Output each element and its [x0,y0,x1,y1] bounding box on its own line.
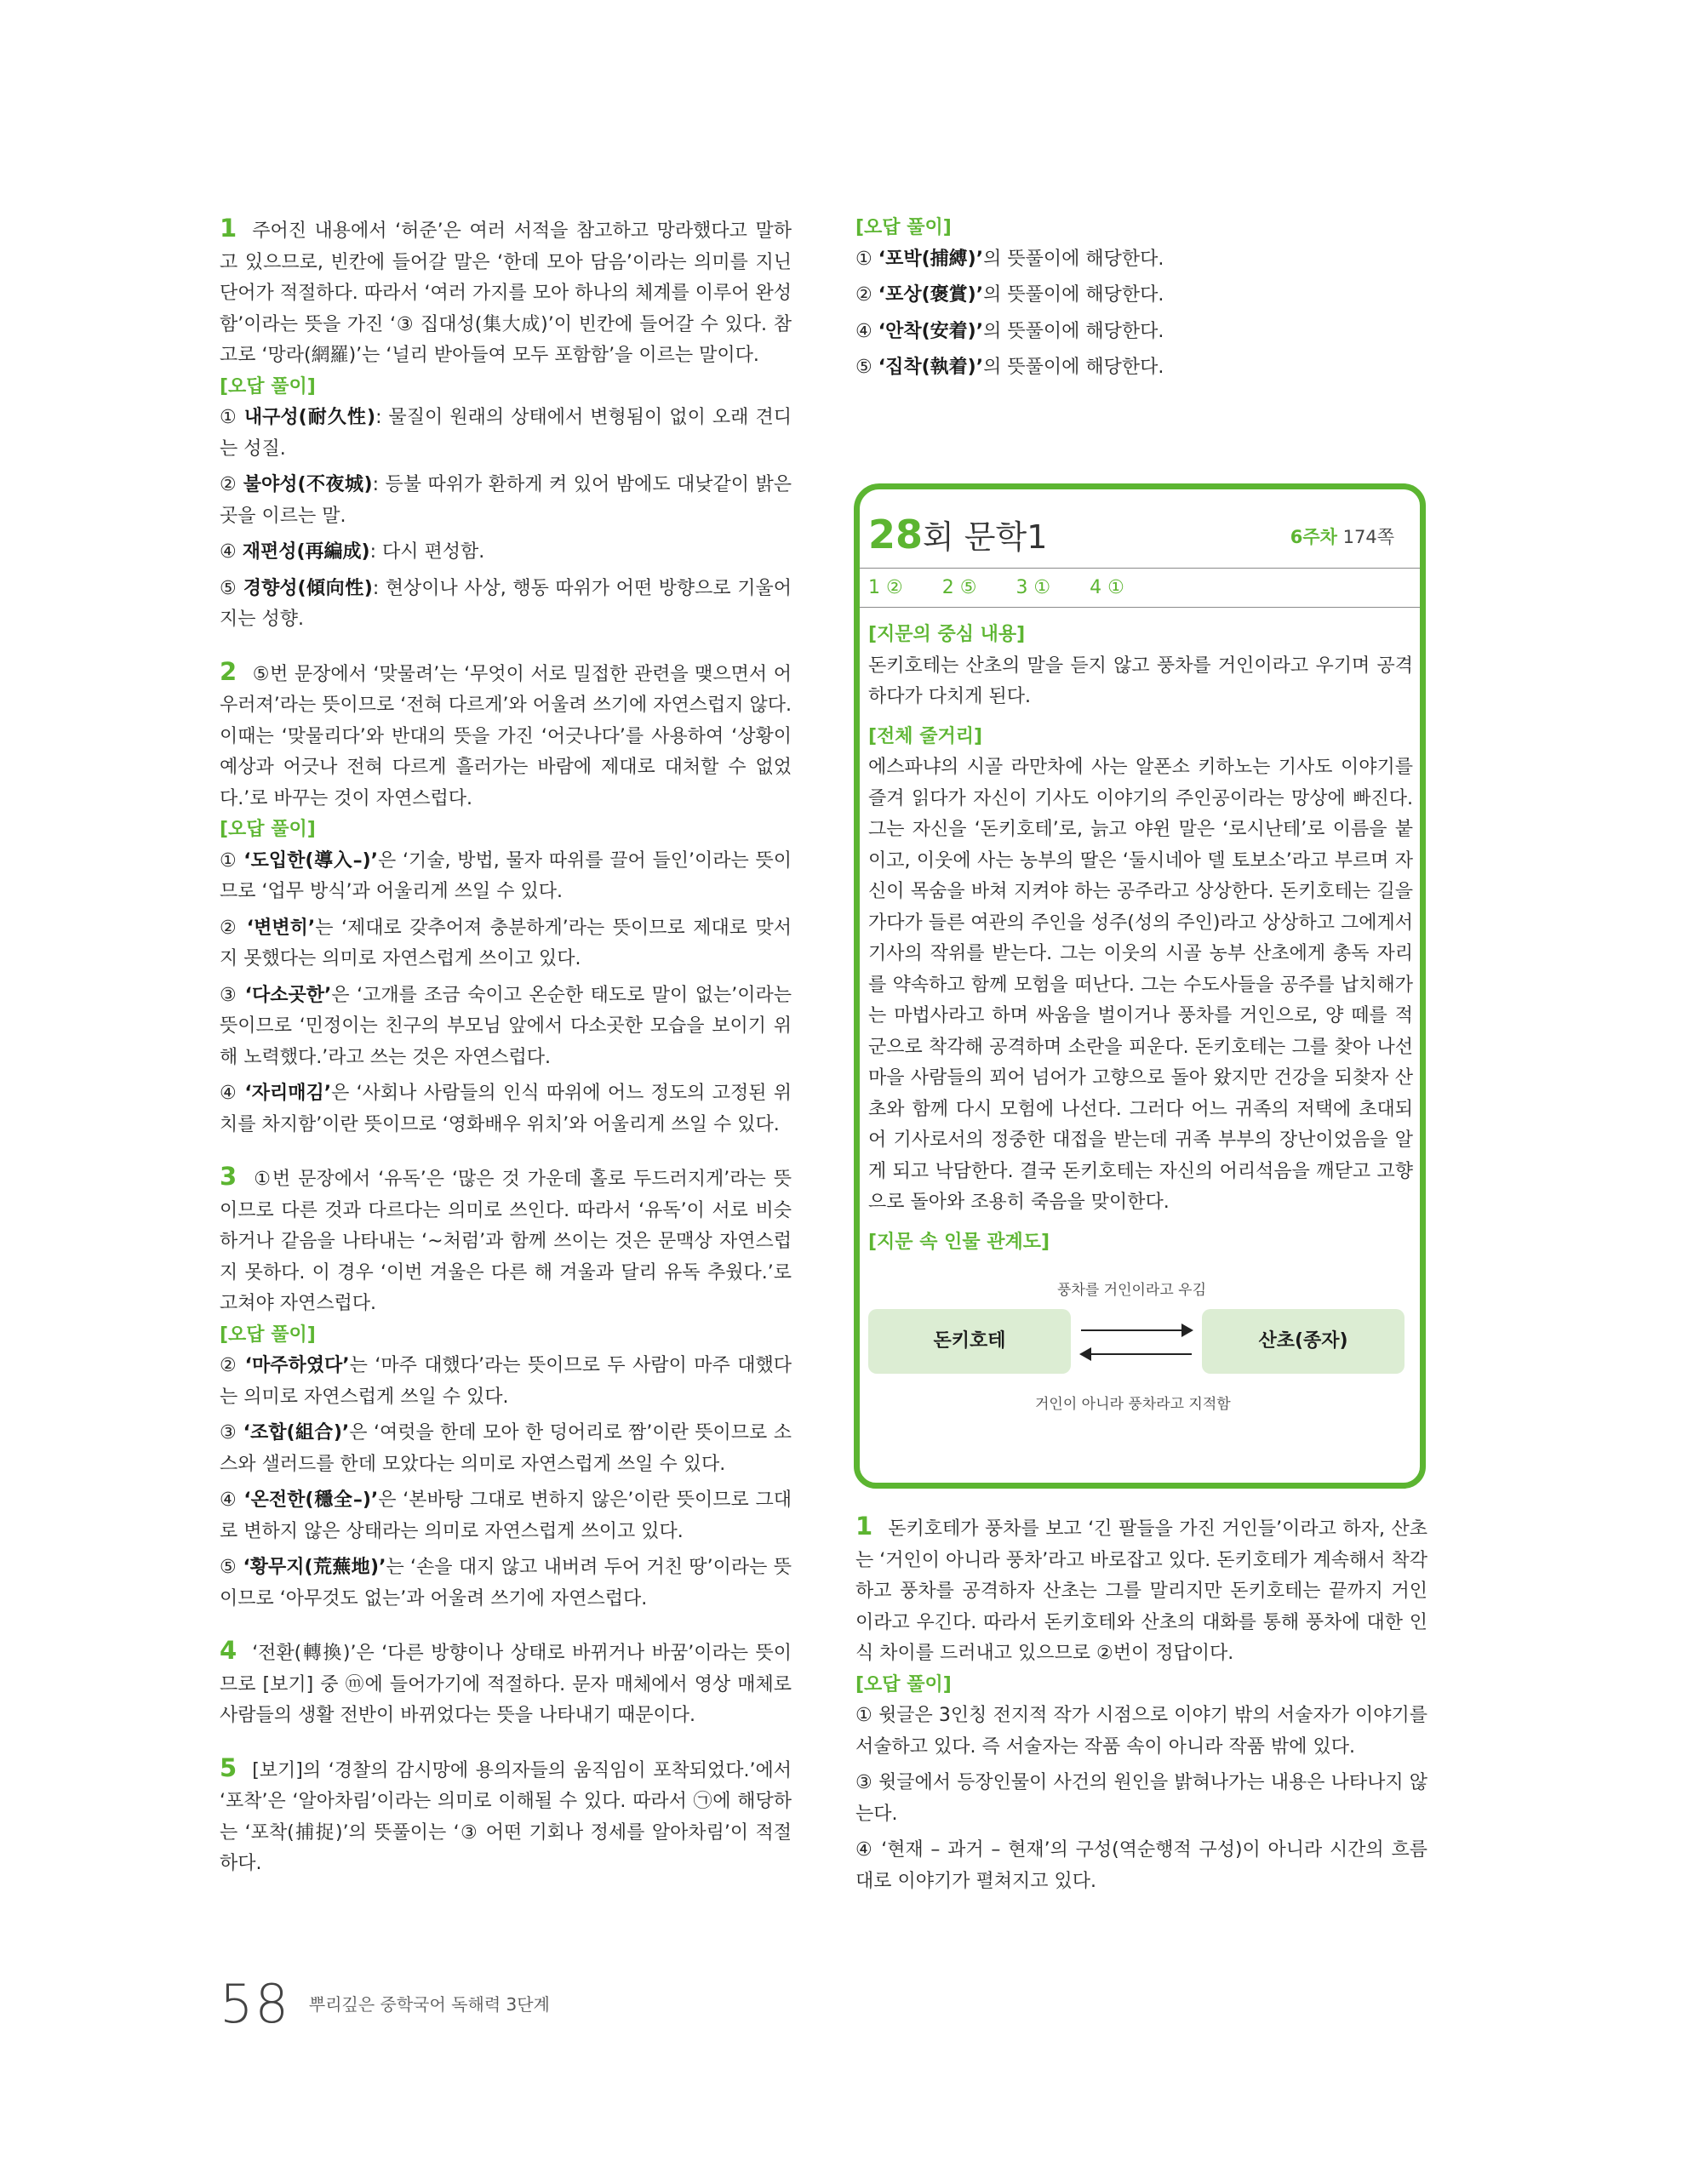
book-title: 뿌리깊은 중학국어 독해력 3단계 [308,1994,550,2015]
question-text: ⑤번 문장에서 ‘맞물려’는 ‘무엇이 서로 밀접한 관련을 맺으면서 어우러져’라는 뜻이므로 ‘전혀 다르게’와 어울려 쓰기에 자연스럽지 않다. 이때는 ‘맞물리다’와 반대의 뜻을 가진 ‘어긋나다’를 사용하여 ‘상황이 예상과 어긋나 전혀 다르게 흘러가는 바람에 제대로 대처할 수 없었다.’로 바꾸는 것이 자연스럽다. [220,663,792,809]
wrong-answer-item: ④ 재편성(再編成): 다시 편성함. [220,541,485,563]
question-text: ①번 문장에서 ‘유독’은 ‘많은 것 가운데 홀로 두드러지게’라는 뜻이므로 다른 것과 다르다는 의미로 쓰인다. 따라서 ‘유독’이 서로 비슷하거나 같음을 나타내는 ‘~처럼’과 함께 쓰이는 것은 문맥상 자연스럽지 못하다. 이 경우 ‘이번 겨울은 다른 해 겨울과 달리 유독 추웠다.’로 고쳐야 자연스럽다. [220,1169,792,1314]
right-column-bottom [855,1511,1427,1902]
question-text: 돈키호테가 풍차를 보고 ‘긴 팔들을 가진 거인들’이라고 하자, 산초는 ‘거인이 아니라 풍차’라고 바로잡고 있다. 돈키호테가 계속해서 착각하고 풍차를 공격하자 산초는 그를 말리지만 돈키호테는 끝까지 거인이라고 우긴다. 따라서 돈키호테와 산초의 대화를 통해 풍차에 대한 인식 차이를 드러내고 있으므로 ②번이 정답이다. [855,1518,1427,1664]
answer-item: 4 ① [1090,577,1124,598]
wrong-answer-list [220,403,792,636]
wrong-answer-item: ② 불야성(不夜城): 등불 따위가 환하게 켜 있어 밤에도 대낮같이 밝은 곳을 이르는 말. [220,474,792,527]
wrong-answer-list [220,1351,792,1615]
wrong-answer-item: ② ‘마주하였다’는 ‘마주 대했다’라는 뜻이므로 두 사람이 마주 대했다는 의미로 자연스럽게 쓰일 수 있다. [220,1355,792,1408]
character-sancho: 산초(종자) [1202,1309,1405,1374]
question-number: 2 [220,656,237,686]
question-number: 3 [220,1162,237,1191]
wrong-answer-item: ① ‘포박(捕縛)’의 뜻풀이에 해당한다. [855,248,1164,270]
right-column-top [855,213,1427,389]
center-content-label: [지문의 중심 내용] [868,624,1026,645]
center-content-section [868,620,1413,713]
relationship-label: [지문 속 인물 관계도] [868,1231,1050,1253]
question-2 [220,656,792,1141]
answer-item: 1 ② [868,577,903,598]
lesson-box [854,483,1426,1489]
wrong-answer-item: ③ ‘다소곳한’은 ‘고개를 조금 숙이고 온순한 태도로 말이 없는’이라는 뜻이므로 ‘민정이는 친구의 부모님 앞에서 다소곳한 모습을 보이기 위해 노력했다.’라고 쓰는 것은 자연스럽다. [220,984,792,1068]
lesson-title: 회 문학1 [923,518,1048,556]
wrong-answer-item: ② ‘포상(褒賞)’의 뜻풀이에 해당한다. [855,284,1164,306]
wrong-answer-label: [오답 풀이] [855,217,952,238]
plot-section [868,722,1413,1219]
wrong-answer-item: ④ ‘현재 – 과거 – 현재’의 구성(역순행적 구성)이 아니라 시간의 흐름대로 이야기가 펼쳐지고 있다. [855,1839,1427,1892]
question-text: 주어진 내용에서 ‘허준’은 여러 서적을 참고하고 망라했다고 말하고 있으므로, 빈칸에 들어갈 말은 ‘한데 모아 담음’이라는 의미를 지닌 단어가 적절하다. 따라서 ‘여러 가지를 모아 하나의 체계를 이루어 완성함’이라는 뜻을 가진 ‘③ 집대성(集大成)’이 빈칸에 들어갈 수 있다. 참고로 ‘망라(網羅)’는 ‘널리 받아들여 모두 포함함’을 이르는 말이다. [220,220,792,366]
wrong-answer-item: ⑤ 경향성(傾向性): 현상이나 사상, 행동 따위가 어떤 방향으로 기울어지는 성향. [220,577,792,630]
character-donquixote: 돈키호테 [868,1309,1071,1374]
relationship-section [868,1227,1413,1438]
wrong-answer-label: [오답 풀이] [220,1324,316,1346]
center-content-text: 돈키호테는 산초의 말을 듣지 않고 풍차를 거인이라고 우기며 공격하다가 다치게 된다. [868,655,1413,707]
wrong-answer-item: ④ ‘온전한(穩全–)’은 ‘본바탕 그대로 변하지 않은’이란 뜻이므로 그대로 변하지 않은 상태라는 의미로 자연스럽게 쓰이고 있다. [220,1489,792,1542]
wrong-answer-item: ③ ‘조합(組合)’은 ‘여럿을 한데 모아 한 덩어리로 짬’이란 뜻이므로 소스와 샐러드를 한데 모았다는 의미로 자연스럽게 쓰일 수 있다. [220,1422,792,1475]
question-text: ‘전환(轉換)’은 ‘다른 방향이나 상태로 바뀌거나 바꿈’이라는 뜻이므로 [보기] 중 ⓜ에 들어가기에 적절하다. 문자 매체에서 영상 매체로 사람들의 생활 전반이 바뀌었다는 뜻을 나타내기 때문이다. [220,1643,792,1726]
wrong-answer-list [220,846,792,1141]
wrong-answer-item: ① ‘도입한(導入–)’은 ‘기술, 방법, 물자 따위를 끌어 들인’이라는 뜻이므로 ‘업무 방식’과 어울리게 쓰일 수 있다. [220,849,792,902]
wrong-answer-item: ④ ‘안착(安着)’의 뜻풀이에 해당한다. [855,320,1164,342]
question-number: 1 [855,1512,873,1541]
arrow-top-label: 풍차를 거인이라고 우김 [1057,1282,1207,1299]
question-4 [220,1635,792,1732]
answer-item: 3 ① [1015,577,1051,598]
plot-label: [전체 줄거리] [868,725,983,747]
question-1 [220,213,792,636]
question-5 [220,1752,792,1880]
lesson-number: 28 [868,512,924,557]
wrong-answer-item: ① 내구성(耐久性): 물질이 원래의 상태에서 변형됨이 없이 오래 견디는 성질. [220,407,792,460]
answer-item: 2 ⑤ [941,577,977,598]
answer-key [860,569,1420,608]
question-text: [보기]의 ‘경찰의 감시망에 용의자들의 움직임이 포착되었다.’에서 ‘포착’은 ‘알아차림’이라는 의미로 이해될 수 있다. 따라서 ㉠에 해당하는 ‘포착(捕捉)’의 뜻풀이는 ‘③ 어떤 기회나 정세를 알아차림’이 적절하다. [220,1759,792,1874]
left-column [220,213,792,1901]
wrong-answer-item: ② ‘변변히’는 ‘제대로 갖추어져 충분하게’라는 뜻이므로 제대로 맞서지 못했다는 의미로 자연스럽게 쓰이고 있다. [220,917,792,969]
wrong-answer-item: ⑤ ‘황무지(荒蕪地)’는 ‘손을 대지 않고 내버려 두어 거친 땅’이라는 뜻이므로 ‘아무것도 없는’과 어울려 쓰기에 자연스럽다. [220,1557,792,1609]
wrong-answer-item: ④ ‘자리매김’은 ‘사회나 사람들의 인식 따위에 어느 정도의 고정된 위치를 차지함’이란 뜻이므로 ‘영화배우 위치’와 어울리게 쓰일 수 있다. [220,1083,792,1135]
question-number: 1 [220,214,237,243]
arrow-left-icon [1081,1353,1192,1355]
wrong-answer-item: ③ 윗글에서 등장인물이 사건의 원인을 밝혀나가는 내용은 나타나지 않는다. [855,1772,1427,1825]
question-3 [220,1161,792,1615]
wrong-answer-item: ⑤ ‘집착(執着)’의 뜻풀이에 해당한다. [855,357,1164,378]
lesson-week: 6주차 174쪽 [1290,527,1394,547]
wrong-answer-label: [오답 풀이] [220,375,316,397]
question-number: 4 [220,1636,237,1665]
wrong-answer-label: [오답 풀이] [220,819,316,840]
relationship-diagram [868,1275,1413,1437]
lesson-header [860,505,1420,569]
arrow-bottom-label: 거인이 아니라 풍차라고 지적함 [1035,1396,1231,1413]
page-number: 58 [220,1973,290,2035]
question-number: 5 [220,1752,237,1782]
wrong-answer-label: [오답 풀이] [855,1673,952,1695]
page-footer [220,1973,550,2035]
arrow-right-icon [1081,1329,1192,1331]
wrong-answer-item: ① 윗글은 3인칭 전지적 작가 시점으로 이야기 밖의 서술자가 이야기를 서술하고 있다. 즉 서술자는 작품 속이 아니라 작품 밖에 있다. [855,1705,1427,1758]
plot-text: 에스파냐의 시골 라만차에 사는 알폰소 키하노는 기사도 이야기를 즐겨 읽다가 자신이 기사도 이야기의 주인공이라는 망상에 빠진다. 그는 자신을 ‘돈키호테’로, 늙고 야윈 말은 ‘로시난테’로 이름을 붙이고, 이웃에 사는 농부의 딸은 ‘둘시네아 델 토보소’라고 부르며 자신이 목숨을 바쳐 지켜야 하는 공주라고 상상한다. 돈키호테는 길을 가다가 들른 여관의 주인을 성주(성의 주인)라고 상상하고 그에게서 기사의 작위를 받는다. 그는 이웃의 시골 농부 산초에게 총독 자리를 약속하고 함께 모험을 떠난다. 그는 수도사들을 공주를 납치해가는 마법사라고 하며 싸움을 벌이거나 풍차를 거인으로, 양 떼를 적군으로 착각해 공격하며 소란을 피운다. 돈키호테는 그를 찾아 나선 마을 사람들의 꾀어 넘어가 고향으로 돌아 왔지만 건강을 되찾자 산초와 함께 다시 모험에 나선다. 그러다 어느 귀족의 저택에 초대되어 기사로서의 정중한 대접을 받는데 귀족 부부의 장난이었음을 알게 되고 낙담한다. 결국 돈키호테는 자신의 어리석음을 깨닫고 고향으로 돌아와 조용히 죽음을 맞이한다. [868,757,1413,1213]
